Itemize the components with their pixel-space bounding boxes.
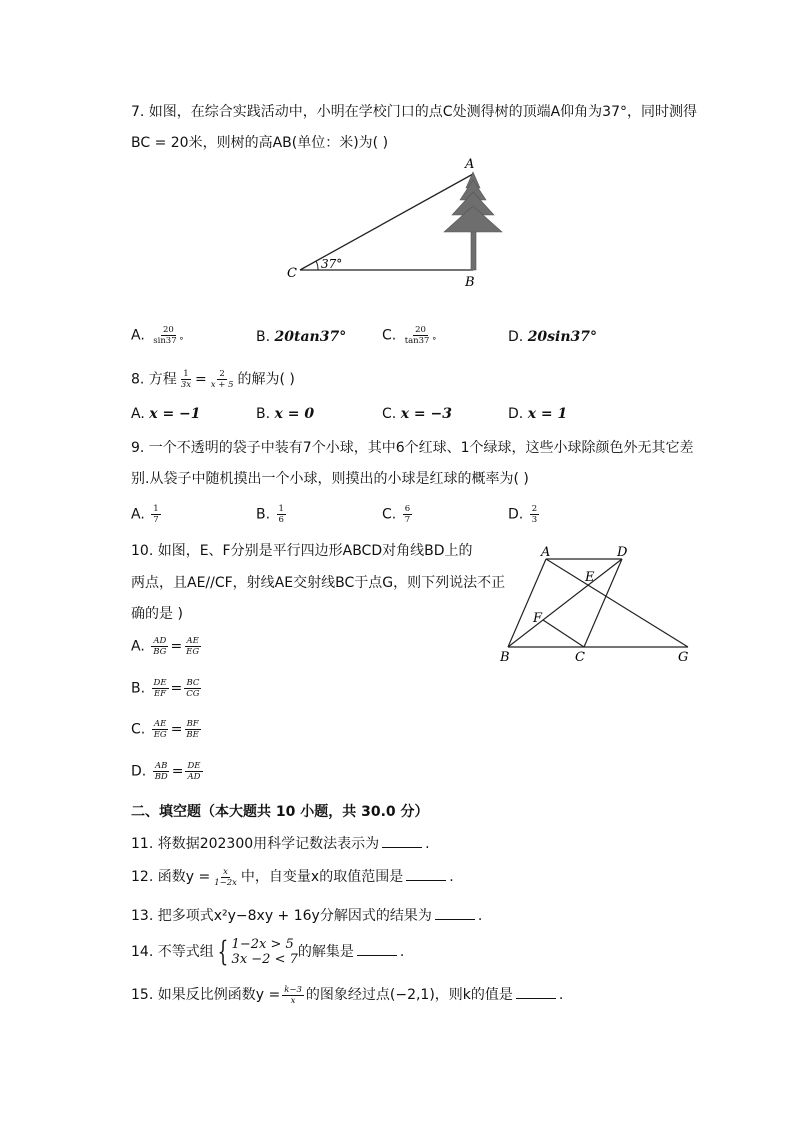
q15-answer-blank[interactable] (516, 984, 556, 999)
q7-option-d[interactable]: D. 20sin37° (508, 329, 598, 345)
q14-answer-blank[interactable] (357, 941, 397, 956)
q10-label-d: D (617, 545, 628, 560)
q7-option-a[interactable]: A. $\frac{20}{\sin 37 ^\circ}$ (131, 325, 184, 346)
q9-stem-line2: 别.从袋子中随机摸出一个小球，则摸出的小球是红球的概率为( ) (131, 471, 529, 487)
q10-label-b: B (500, 650, 510, 665)
q10-label-e: E (585, 570, 595, 585)
q11-stem: 11. 将数据202300用科学记数法表示为 . (131, 833, 430, 854)
q10-label-c: C (575, 650, 585, 665)
q10-stem-line2: 两点，且AE//CF，射线AE交射线BC于点G，则下列说法不正 (131, 575, 506, 591)
q7-stem-line1: 7. 如图，在综合实践活动中，小明在学校门口的点C处测得树的顶端A仰角为37°，同时测得 (131, 104, 697, 120)
q10-label-f: F (533, 611, 543, 626)
q10-stem-line1: 10. 如图，E、F分别是平行四边形ABCD对角线BD上的 (131, 543, 473, 559)
q7-option-b[interactable]: B. 20tan37° (256, 329, 347, 345)
q10-label-g: G (678, 650, 689, 665)
q15-stem: 15. 如果反比例函数y = $\frac{k-3}{x}$ 的图象经过点(−2,1)，则k的值是 . (131, 984, 564, 1006)
q10-option-c[interactable]: C. $\frac{AE}{EG}$ = $\frac{BF}{BE}$ (131, 719, 199, 740)
q9-option-d[interactable]: D. $\frac{2}{3}$ (508, 504, 538, 525)
q10-segment-cf (543, 620, 584, 647)
q8-option-a[interactable]: A. x = −1 (131, 406, 201, 422)
q8-stem: 8. 方程 $\frac{1}{3x}$ = $\frac{2}{x + 5}$ 的解为( ) (131, 369, 295, 390)
q10-stem-line3: 确的是 ) (131, 606, 183, 622)
q7-label-angle: 37° (321, 257, 343, 271)
q9-option-a[interactable]: A. $\frac{1}{7}$ (131, 504, 159, 525)
q7-label-b: B (465, 275, 475, 290)
q8-option-d[interactable]: D. x = 1 (508, 406, 568, 422)
q7-label-c: C (287, 266, 297, 281)
q13-stem: 13. 把多项式x²y−8xy + 16y分解因式的结果为 . (131, 905, 482, 926)
q8-option-b[interactable]: B. x = 0 (256, 406, 315, 422)
q7-option-c[interactable]: C. $\frac{20}{\tan 37 ^\circ}$ (382, 325, 437, 346)
q10-ray-ag (546, 559, 688, 647)
q14-stem: 14. 不等式组 { 1−2x > 5 3x −2 < 7 的解集是 . (131, 935, 405, 968)
q10-option-a[interactable]: A. $\frac{AD}{BG}$ = $\frac{AE}{EG}$ (131, 636, 200, 657)
q10-option-b[interactable]: B. $\frac{DE}{EF}$ = $\frac{BC}{CG}$ (131, 678, 200, 699)
q10-option-d[interactable]: D. $\frac{AB}{BD}$ = $\frac{DE}{AD}$ (131, 761, 201, 782)
q7-label-a: A (465, 157, 475, 172)
q9-option-b[interactable]: B. $\frac{1}{6}$ (256, 504, 284, 525)
section-heading-fill-in: 二、填空题（本大题共 10 小题，共 30.0 分） (131, 804, 429, 820)
q9-stem-line1: 9. 一个不透明的袋子中装有7个小球，其中6个红球、1个绿球，这些小球除颜色外无其它差 (131, 440, 694, 456)
q9-option-c[interactable]: C. $\frac{6}{7}$ (382, 504, 411, 525)
q11-answer-blank[interactable] (382, 833, 422, 848)
q12-stem: 12. 函数y = $\frac{x}{1-2x}$ 中，自变量x的取值范围是 . (131, 866, 454, 888)
q12-answer-blank[interactable] (406, 866, 446, 881)
brace-icon: { (217, 935, 228, 968)
q10-segment-ab (508, 559, 546, 647)
q10-label-a: A (541, 545, 551, 560)
q7-stem-line2: BC = 20米，则树的高AB(单位：米)为( ) (131, 135, 389, 151)
q8-option-c[interactable]: C. x = −3 (382, 406, 452, 422)
q13-answer-blank[interactable] (435, 905, 475, 920)
